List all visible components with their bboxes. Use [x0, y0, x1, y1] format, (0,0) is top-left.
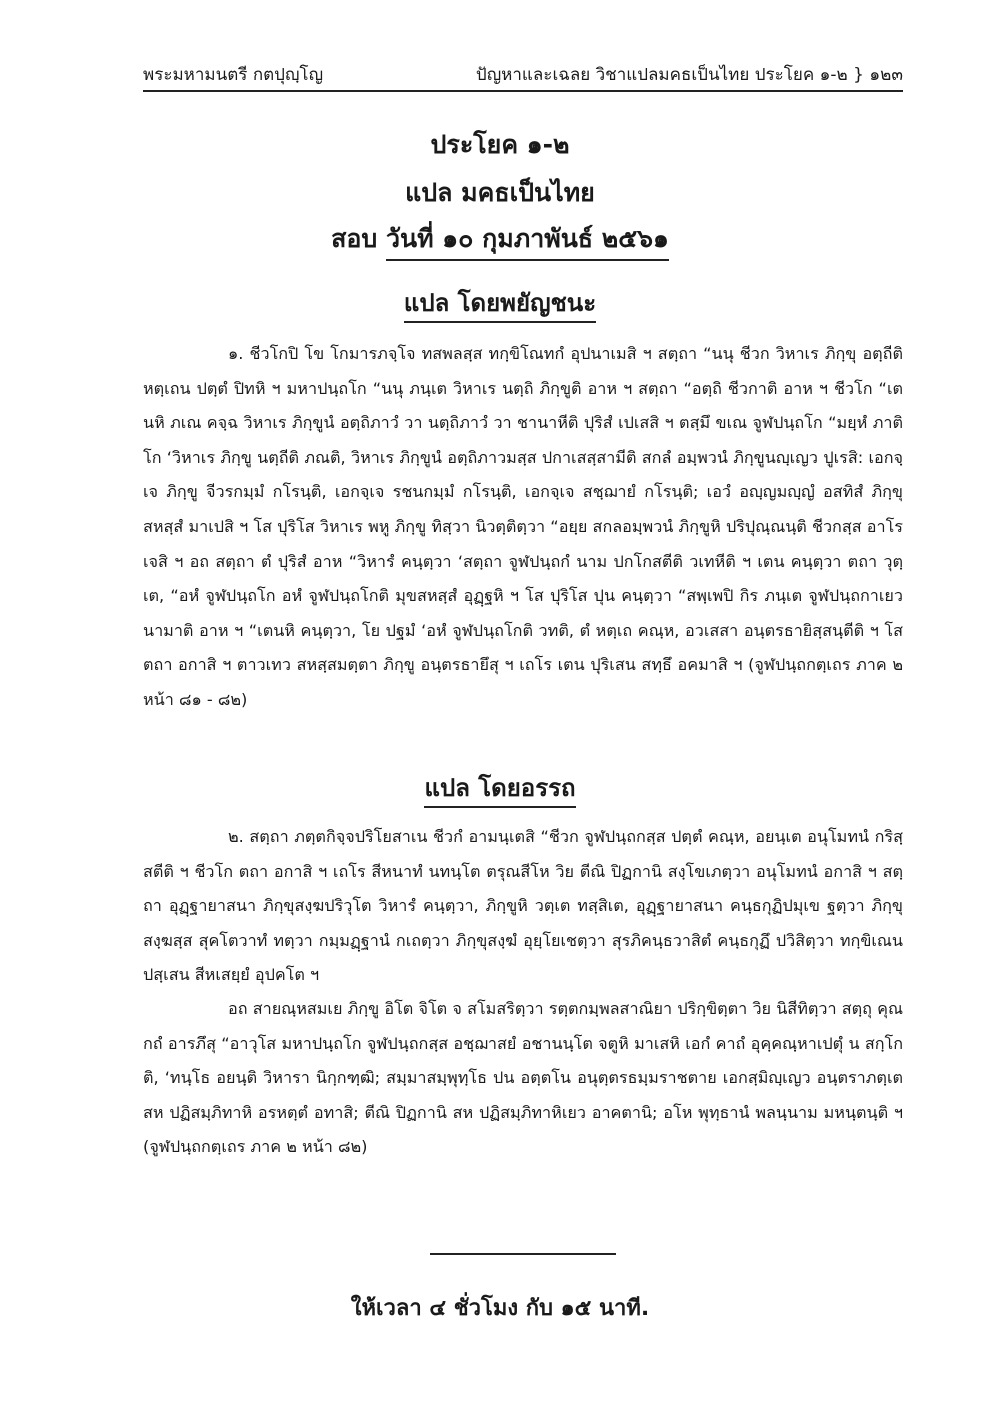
title-exam-date: วันที่ ๑๐ กุมภาพันธ์ ๒๕๖๑ — [386, 224, 669, 261]
section-heading-2 — [0, 768, 1000, 807]
page-header — [143, 60, 903, 92]
title-line-2: แปล มคธเป็นไทย — [405, 178, 595, 207]
section-2-paragraph-1: ๒. สตฺถา ภตฺตกิจฺจปริโยสาเน ชีวกํ อามนฺเตสิ “ชีวก จูฬปนฺถกสฺส ปตฺตํ คณฺห, อยนฺเต อนุโมทนํ กริสฺสตีติ ฯ ชีวโก ตถา อกาสิ ฯ เถโร สีหนาทํ นทนฺโต ตรุณสีโห วิย ตีณิ ปิฏกานิ สงฺโขเภตฺวา อนุโมทนํ อกาสิ ฯ สตฺถา อุฏฺฐายาสนา ภิกฺขุสงฺฆปริวุโต วิหารํ คนฺตฺวา, ภิกฺขูหิ วตฺเต ทสฺสิเต, อุฏฺฐายาสนา คนฺธกุฏิปมุเข ฐตฺวา ภิกฺขุสงฺฆสฺส สุคโตวาทํ ทตฺวา กมฺมฏฺฐานํ กเถตฺวา ภิกฺขุสงฺฆํ อุยฺโยเชตฺวา สุรภิคนฺธวาสิตํ คนฺธกุฏึ ปวิสิตฺวา ทกฺขิเณน ปสฺเสน สีหเสยฺยํ อุปคโต ฯ — [143, 827, 903, 985]
title-line-1: ประโยค ๑-๒ — [430, 130, 570, 159]
section-heading-1-text: แปล โดยพยัญชนะ — [404, 289, 596, 323]
time-allowance-note: ให้เวลา ๔ ชั่วโมง กับ ๑๕ นาที. — [350, 1296, 650, 1321]
section-1-paragraph: ๑. ชีวโกปิ โข โกมารภจฺโจ ทสพลสฺส ทกฺขิโณทกํ อุปนาเมสิ ฯ สตฺถา “นนุ ชีวก วิหาเร ภิกฺขุ อตฺถีติ หตฺเถน ปตฺตํ ปิทหิ ฯ มหาปนฺถโก “นนุ ภนฺเต วิหาเร นตฺถิ ภิกฺขูติ อาห ฯ สตฺถา “อตฺถิ ชีวกาติ อาห ฯ ชีวโก “เตนหิ ภเณ คจฺฉ วิหาเร ภิกฺขูนํ อตฺถิภาวํ วา นตฺถิภาวํ วา ชานาหีติ ปุริสํ เปเสสิ ฯ ตสฺมึ ขเณ จูฬปนฺถโก “มยฺหํ ภาติโก ‘วิหาเร ภิกฺขู นตฺถีติ ภณติ, วิหาเร ภิกฺขูนํ อตฺถิภาวมสฺส ปกาเสสฺสามีติ สกลํ อมฺพวนํ ภิกฺขูนญฺเญว ปูเรสิ: เอกจฺเจ ภิกฺขู จีวรกมฺมํ กโรนฺติ, เอกจฺเจ รชนกมฺมํ กโรนฺติ, เอกจฺเจ สชฺฌายํ กโรนฺติ; เอวํ อญฺญมญฺญํ อสทิสํ ภิกฺขุสหสฺสํ มาเปสิ ฯ โส ปุริโส วิหาเร พหู ภิกฺขู ทิสฺวา นิวตฺติตฺวา “อยฺย สกลอมฺพวนํ ภิกฺขูหิ ปริปุณฺณนฺติ ชีวกสฺส อาโรเจสิ ฯ อถ สตฺถา ตํ ปุริสํ อาห “วิหารํ คนฺตฺวา ‘สตฺถา จูฬปนฺถกํ นาม ปกโกสตีติ วเทหีติ ฯ เตน คนฺตฺวา ตถา วุตฺเต, “อหํ จูฬปนฺถโก อหํ จูฬปนฺถโกติ มุขสหสฺสํ อุฏฺฐหิ ฯ โส ปุริโส ปุน คนฺตฺวา “สพฺเพปิ กิร ภนฺเต จูฬปนฺถกาเยว นามาติ อาห ฯ “เตนหิ คนฺตฺวา, โย ปฐมํ ‘อหํ จูฬปนฺถโกติ วทติ, ตํ หตฺเถ คณฺห, อวเสสา อนฺตรธายิสฺสนฺตีติ ฯ โส ตถา อกาสิ ฯ ตาวเทว สหสฺสมตฺตา ภิกฺขู อนฺตรธายึสุ ฯ เถโร เตน ปุริเสน สทฺธึ อคมาสิ ฯ (จูฬปนฺถกตฺเถร ภาค ๒ หน้า ๘๑ - ๘๒) — [143, 344, 903, 709]
title-exam-prefix: สอบ — [331, 224, 386, 253]
divider-rule — [430, 1253, 616, 1255]
section-heading-1 — [0, 283, 1000, 322]
header-author: พระมหามนตรี กตปุญฺโญ — [143, 65, 324, 85]
title-line-3 — [0, 219, 1000, 259]
header-book-title: ปัญหาและเฉลย วิชาแปลมคธเป็นไทย ประโยค ๑-๒ } ๑๒๓ — [475, 65, 903, 85]
section-2-paragraph-2: อถ สายณฺหสมเย ภิกฺขู อิโต จิโต จ สโมสริตฺวา รตฺตกมฺพลสาณิยา ปริกฺขิตฺตา วิย นิสีทิตฺวา สตฺถุ คุณกถํ อารภึสุ “อาวุโส มหาปนฺถโก จูฬปนฺถกสฺส อชฺฌาสยํ อชานนฺโต จตูหิ มาเสหิ เอกํ คาถํ อุคฺคณฺหาเปตุํ น สกฺโกติ, ‘ทนฺโธ อยนฺติ วิหารา นิกฺกฑฺฒิ; สมฺมาสมฺพุทฺโธ ปน อตฺตโน อนุตฺตรธมฺมราชตาย เอกสฺมิญฺเญว อนฺตราภตฺเต สห ปฏิสมฺภิทาหิ อรหตฺตํ อทาสิ; ตีณิ ปิฏกานิ สห ปฏิสมฺภิทาหิเยว อาคตานิ; อโห พุทฺธานํ พลนฺนาม มหนฺตนฺติ ฯ (จูฬปนฺถกตฺเถร ภาค ๒ หน้า ๘๒) — [143, 999, 903, 1157]
section-heading-2-text: แปล โดยอรรถ — [424, 774, 575, 808]
